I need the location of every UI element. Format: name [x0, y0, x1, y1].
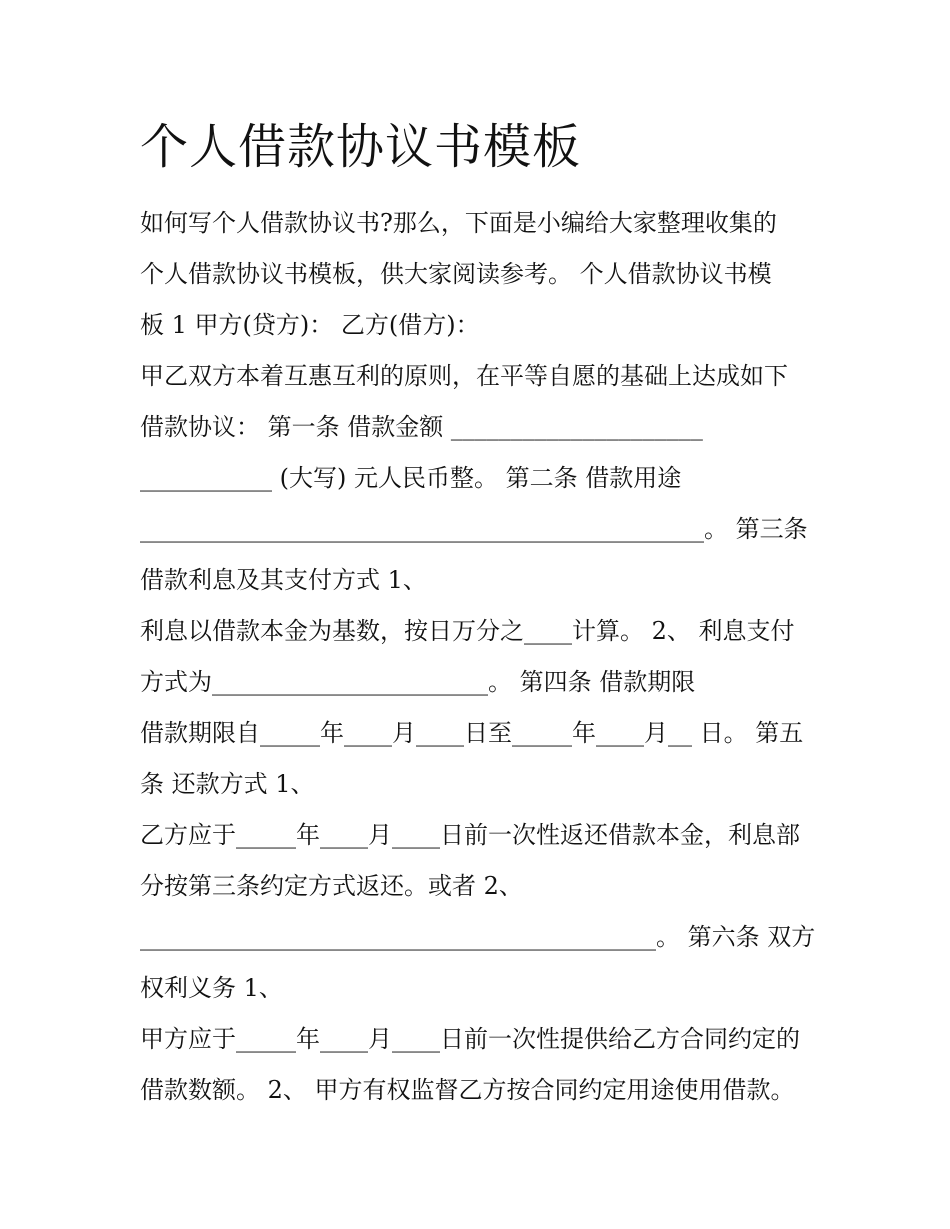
body-line-18: 借款数额。 2、 甲方有权监督乙方按合同约定用途使用借款。 [140, 1076, 795, 1104]
document-body [140, 198, 830, 1116]
body-line-12: 条 还款方式 1、 [140, 770, 315, 798]
body-line-10: 方式为_______________________。 第四条 借款期限 [140, 668, 696, 696]
body-line-1: 如何写个人借款协议书?那么，下面是小编给大家整理收集的 [140, 209, 777, 237]
body-line-14: 分按第三条约定方式返还。或者 2、 [140, 872, 523, 900]
body-line-13: 乙方应于_____年____月____日前一次性返还借款本金，利息部 [140, 821, 800, 849]
body-line-2: 个人借款协议书模板，供大家阅读参考。 个人借款协议书模 [140, 260, 772, 288]
body-line-7: _______________________________________________。 第三条 [140, 515, 808, 543]
body-line-11: 借款期限自_____年____月____日至_____年____月__ 日。 第五 [140, 719, 804, 747]
body-line-8: 借款利息及其支付方式 1、 [140, 566, 427, 594]
body-line-17: 甲方应于_____年____月____日前一次性提供给乙方合同约定的 [140, 1025, 800, 1053]
body-line-3: 板 1 甲方(贷方)： 乙方(借方)： [140, 311, 480, 339]
body-line-15: ___________________________________________。 第六条 双方 [140, 923, 816, 951]
body-line-6: ___________ (大写) 元人民币整。 第二条 借款用途 [140, 464, 682, 492]
body-line-16: 权利义务 1、 [140, 974, 283, 1002]
document-title: 个人借款协议书模板 [140, 119, 582, 175]
body-line-4: 甲乙双方本着互惠互利的原则，在平等自愿的基础上达成如下 [140, 362, 788, 390]
body-line-9: 利息以借款本金为基数，按日万分之____计算。 2、 利息支付 [140, 617, 795, 645]
body-line-5: 借款协议： 第一条 借款金额 _____________________ [140, 413, 703, 441]
